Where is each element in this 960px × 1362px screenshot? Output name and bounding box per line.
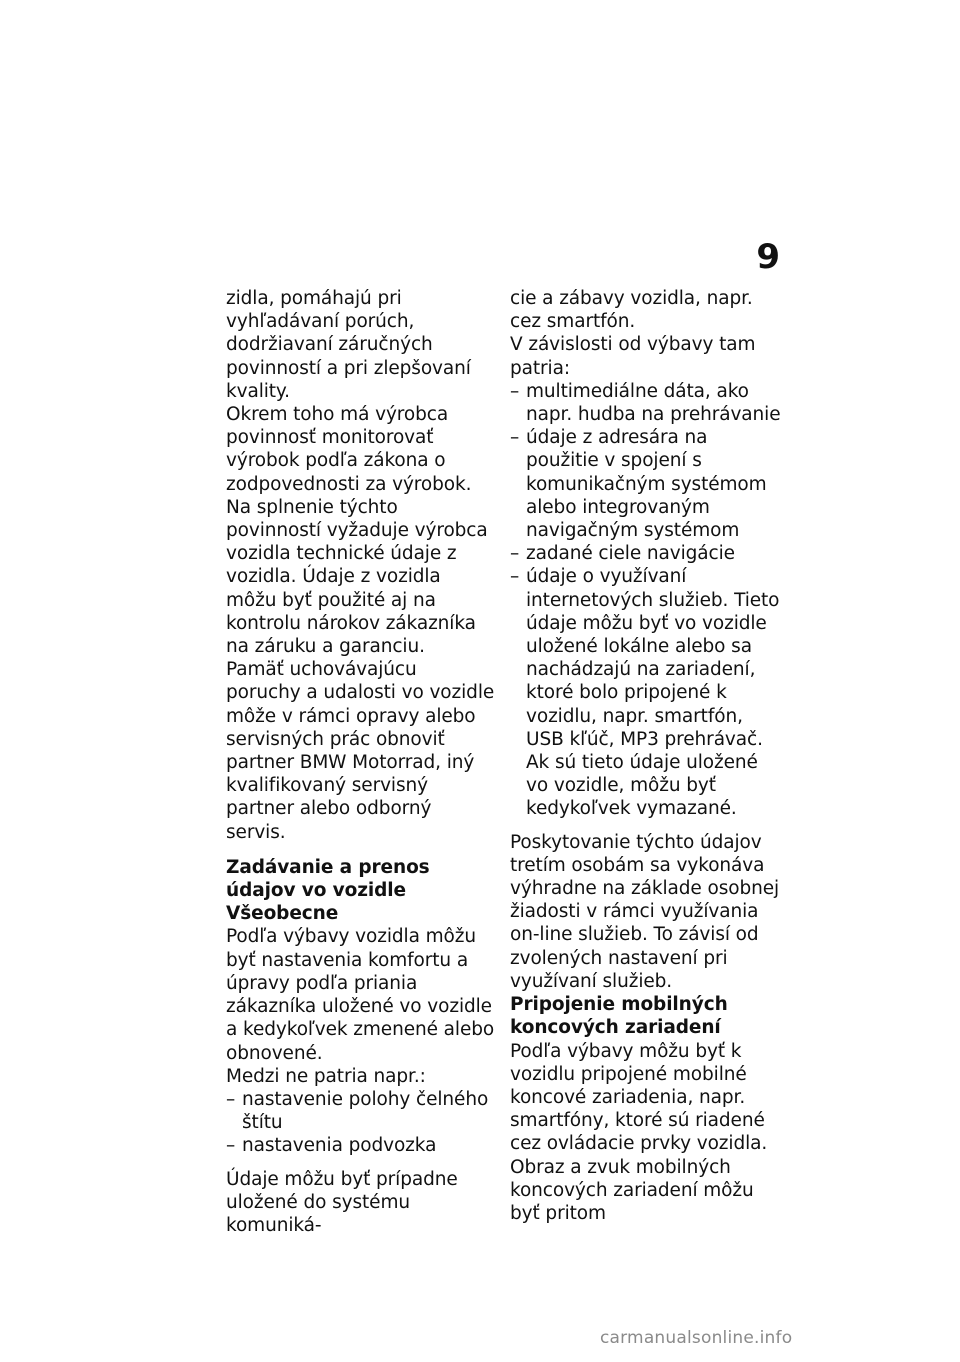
watermark: carmanualsonline.info (600, 1328, 793, 1348)
list-dash: – (510, 380, 520, 402)
paragraph: V závislosti od výbavy tam patria: (510, 334, 756, 379)
paragraph: Okrem toho má výrobca povinnosť monitorovať výrobok podľa zákona o zodpovednosti za výrobok. Na splnenie týchto povinností vyžaduje výrobca vozidla technické údaje z vozidla. Údaje z vozidla môžu byť použité aj na kontrolu nárokov zákazníka na záruku a garanciu. (226, 404, 488, 658)
list-item: – údaje o využívaní internetových služieb. Tieto údaje môžu byť vo vozidle uložené lokálne alebo sa nachádzajú na zariadení, ktoré bolo pripojené k vozidlu, napr. smartfón, USB kľúč, MP3 prehrávač. Ak sú tieto údaje uložené vo vozidle, môžu byť kedykoľvek vymazané. (510, 566, 780, 820)
paragraph: Údaje môžu byť prípadne uložené do systému komuniká- (226, 1168, 458, 1236)
left-column (226, 287, 496, 1237)
list-item: – údaje z adresára na použitie v spojení s komunikačným systémom alebo integrovaným navigačným systémom (510, 427, 767, 542)
section-heading: Pripojenie mobilných koncových zariadení (510, 994, 728, 1039)
paragraph: Pamäť uchovávajúcu poruchy a udalosti vo vozidle môže v rámci opravy alebo servisných prác obnoviť partner BMW Motorrad, iný kvalifikovaný servisný partner alebo odborný servis. (226, 659, 495, 843)
list-dash: – (510, 566, 520, 588)
list-item: – nastavenie polohy čelného štítu (226, 1088, 489, 1134)
list-dash: – (226, 1135, 236, 1157)
list-dash: – (510, 543, 520, 565)
paragraph: Obraz a zvuk mobilných koncových zariadení môžu byť pritom (510, 1156, 754, 1224)
list-item: – multimediálne dáta, ako napr. hudba na prehrávanie (510, 380, 781, 426)
list-dash: – (226, 1088, 236, 1110)
right-column (510, 287, 785, 1225)
paragraph: Podľa výbavy môžu byť k vozidlu pripojené mobilné koncové zariadenia, napr. smartfóny, ktoré sú riadené cez ovládacie prvky vozidla. (510, 1040, 768, 1155)
list-item: – zadané ciele navigácie (510, 543, 735, 565)
section-heading: Zadávanie a prenos údajov vo vozidle (226, 856, 430, 902)
paragraph: cie a zábavy vozidla, napr. cez smartfón. (510, 288, 753, 333)
paragraph: zidla, pomáhajú pri vyhľadávaní porúch, dodržiavaní záručných povinností a pri zlepšovaní kvality. (226, 288, 471, 402)
paragraph: Poskytovanie týchto údajov tretím osobám sa vykonáva výhradne na základe osobnej žiadosti v rámci využívania on-line služieb. To závisí od zvolených nastavení pri využívaní služieb. (510, 831, 780, 992)
paragraph: Medzi ne patria napr.: (226, 1065, 426, 1087)
list-dash: – (510, 427, 520, 449)
list-item: – nastavenia podvozka (226, 1135, 437, 1157)
page-number: 9 (756, 237, 780, 277)
paragraph: Podľa výbavy vozidla môžu byť nastavenia komfortu a úpravy podľa priania zákazníka uložené vo vozidle a kedykoľvek zmenené alebo obnovené. (226, 926, 495, 1064)
subsection-heading: Všeobecne (226, 903, 339, 925)
